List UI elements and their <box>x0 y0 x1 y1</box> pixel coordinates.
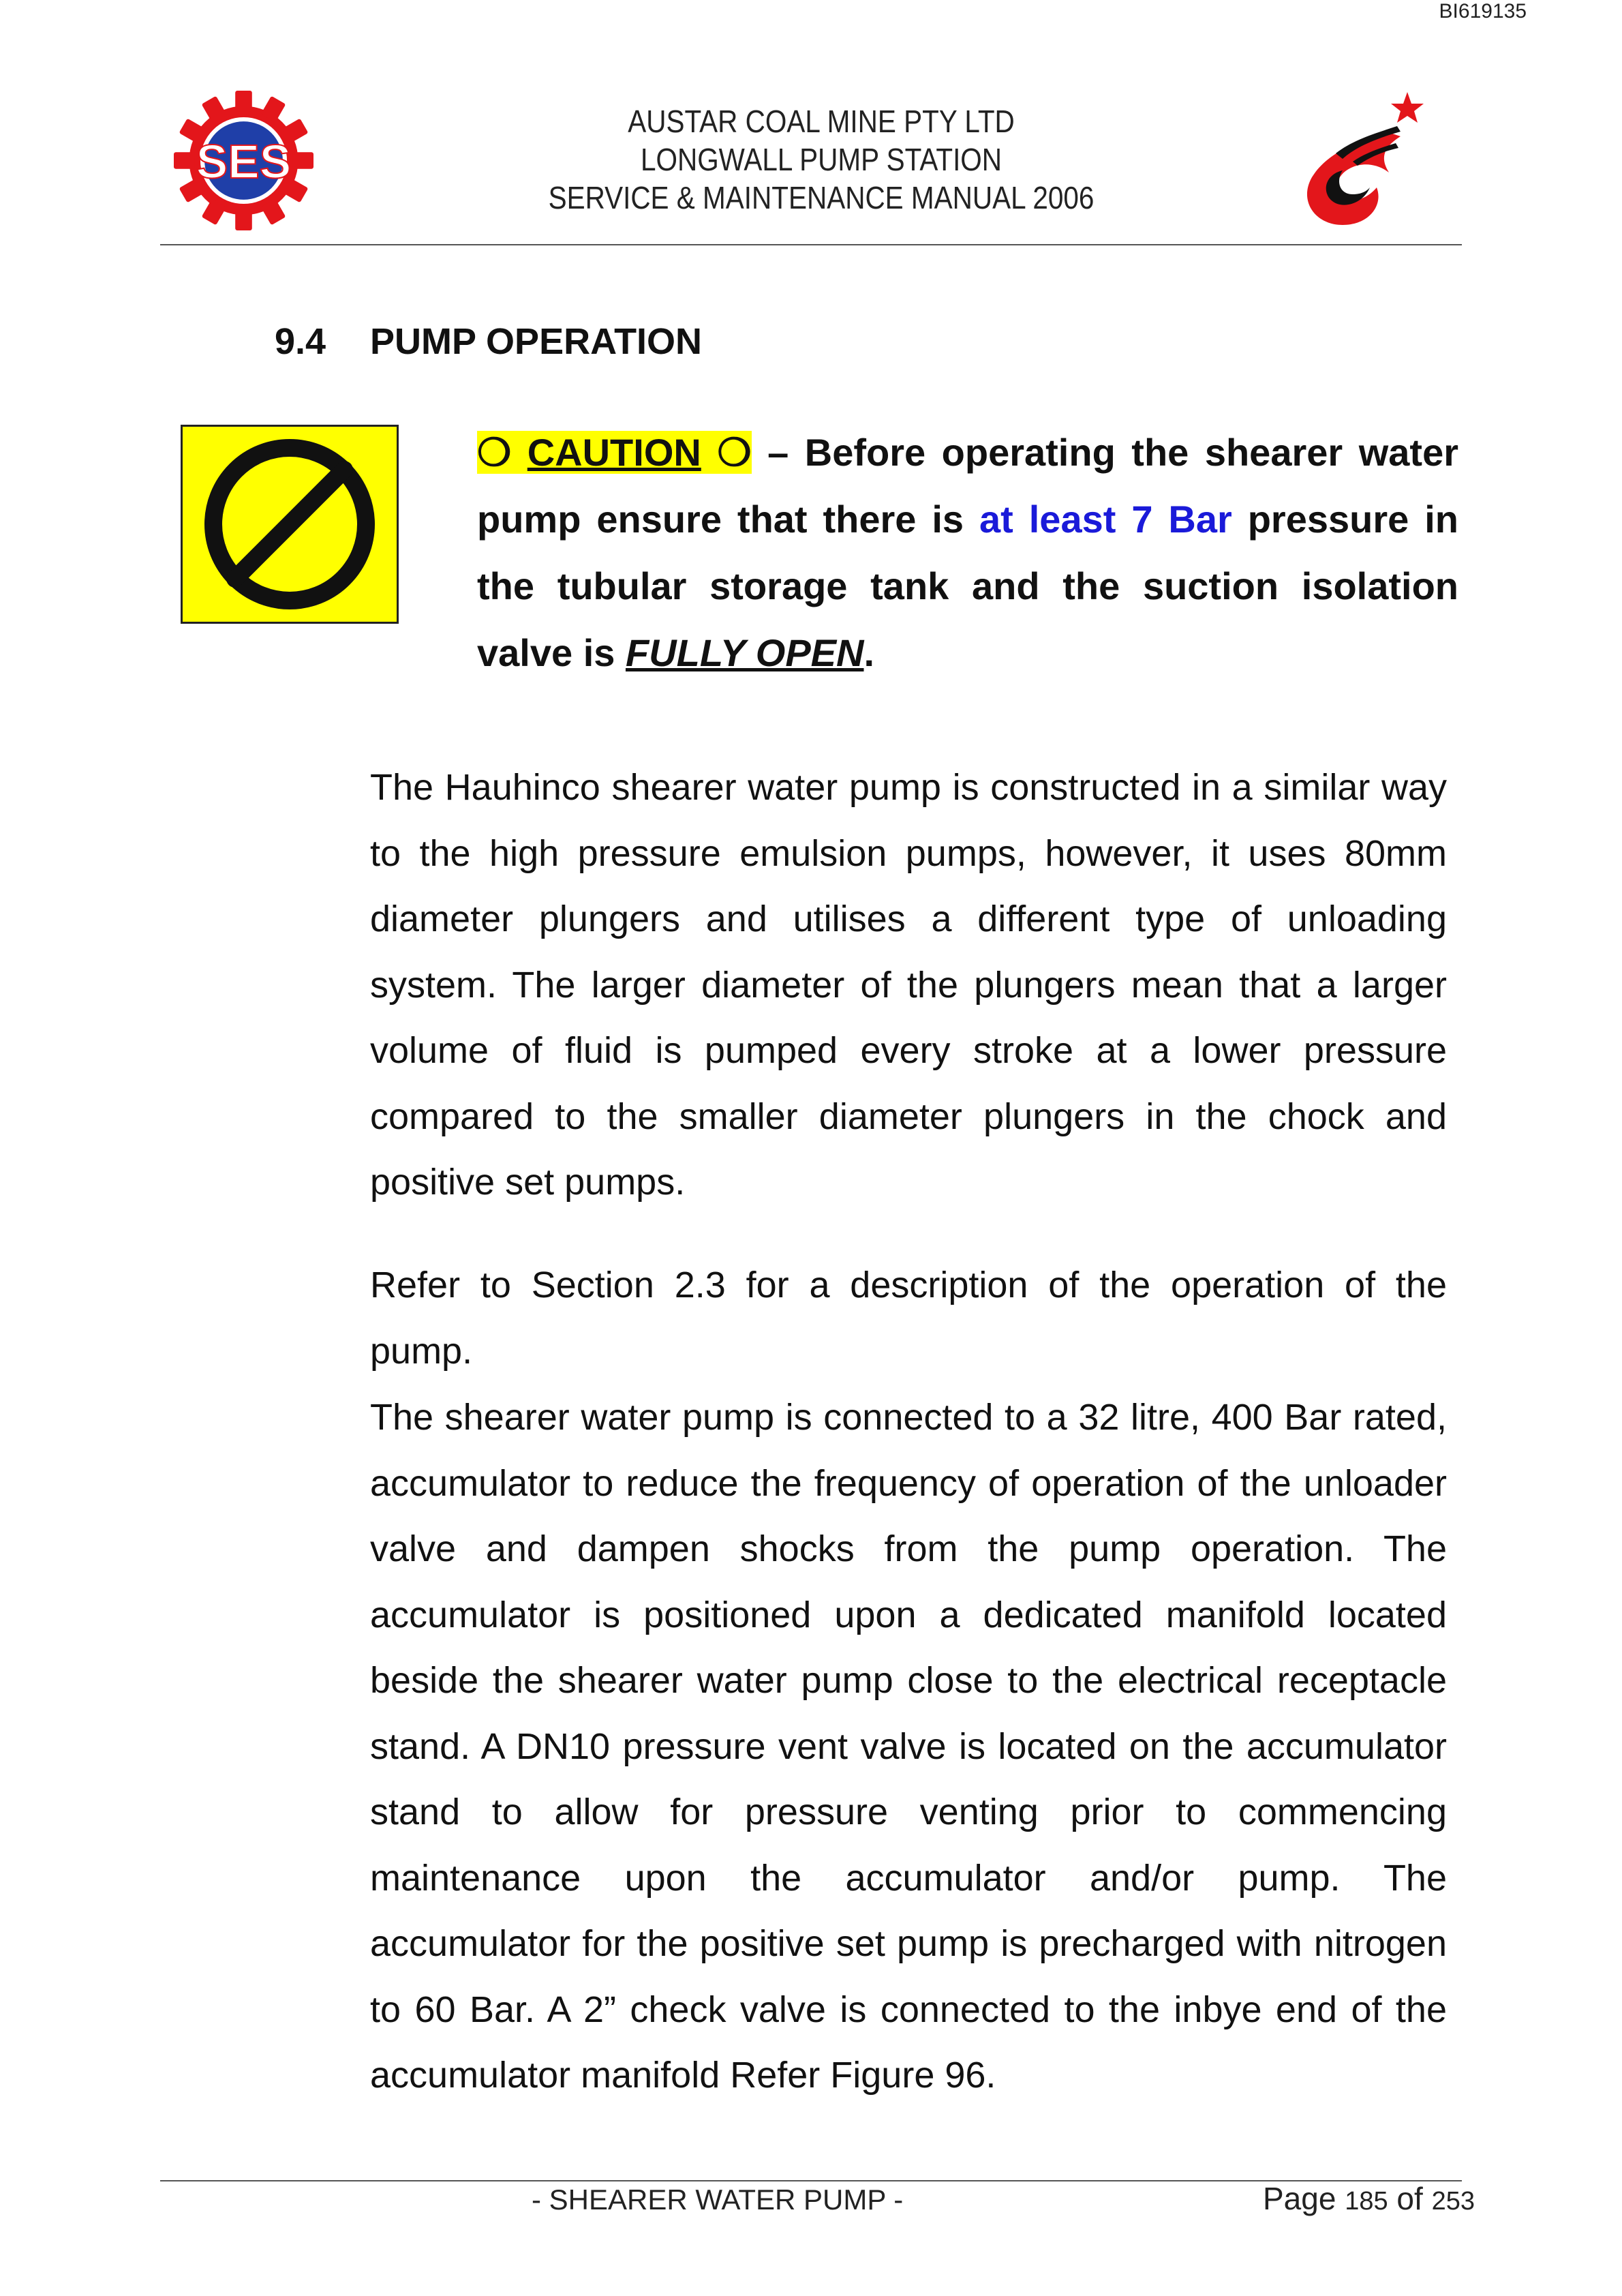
footer-of-word: of <box>1396 2181 1423 2216</box>
section-number: 9.4 <box>275 321 326 362</box>
header-station: LONGWALL PUMP STATION <box>640 142 1003 177</box>
svg-text:SES: SES <box>196 135 292 189</box>
ses-gear-logo <box>174 91 313 230</box>
caution-word: CAUTION <box>527 431 701 474</box>
header-title-block <box>519 102 1124 217</box>
caution-bullet-left-icon: ❍ <box>477 431 512 474</box>
flame-logo <box>1288 85 1438 232</box>
header-rule <box>160 244 1462 245</box>
paragraph-pump-construction: The Hauhinco shearer water pump is constructed in a similar way to the high pressure emulsion pumps, however, it uses 80mm diameter plungers and utilises a different type of unloading system. The larger diameter of the plungers mean that a larger volume of fluid is pumped every stroke at a lower pressure compared to the smaller diameter plungers in the chock and positive set pumps. <box>370 767 1447 1203</box>
caution-pressure-highlight: at least 7 Bar <box>979 498 1232 541</box>
section-title: PUMP OPERATION <box>370 321 703 362</box>
paragraph-section-reference: Refer to Section 2.3 for a description of the operation of the pump. <box>370 1265 1447 1372</box>
header-manual: SERVICE & MAINTENANCE MANUAL 2006 <box>548 180 1095 215</box>
caution-notice <box>477 419 1458 686</box>
footer-section-label: - SHEARER WATER PUMP - <box>532 2184 904 2216</box>
caution-text-c: . <box>863 631 875 674</box>
section-heading <box>275 320 702 363</box>
document-id: BI619135 <box>1439 0 1527 22</box>
caution-text-b: pressure in the tubular storage tank and the suction isolation valve is <box>477 498 1458 674</box>
footer-page-current: 185 <box>1345 2187 1388 2216</box>
caution-bullet-right-icon: ❍ <box>717 431 752 474</box>
caution-text-a: – Before operating the shearer water pump ensure that there is <box>477 431 1459 541</box>
paragraph-accumulator: The shearer water pump is connected to a 32 litre, 400 Bar rated, accumulator to reduce the frequency of operation of the unloader valve and dampen shocks from the pump operation. The accumulator is positioned upon a dedicated manifold located beside the shearer water pump close to the electrical receptacle stand. A DN10 pressure vent valve is located on the accumulator stand to allow for pressure venting prior to commencing maintenance upon the accumulator and/or pump. The accumulator for the positive set pump is precharged with nitrogen to 60 Bar. A 2” check valve is connected to the inbye end of the accumulator manifold Refer Figure 96. <box>370 1397 1447 2096</box>
prohibition-icon <box>181 425 399 624</box>
footer-page-total: 253 <box>1431 2187 1475 2216</box>
header-company: AUSTAR COAL MINE PTY LTD <box>628 104 1015 139</box>
caution-label <box>477 431 752 474</box>
caution-fully-open: FULLY OPEN <box>625 631 864 674</box>
footer-page-number <box>1263 2180 1475 2217</box>
footer-page-word: Page <box>1263 2181 1336 2216</box>
